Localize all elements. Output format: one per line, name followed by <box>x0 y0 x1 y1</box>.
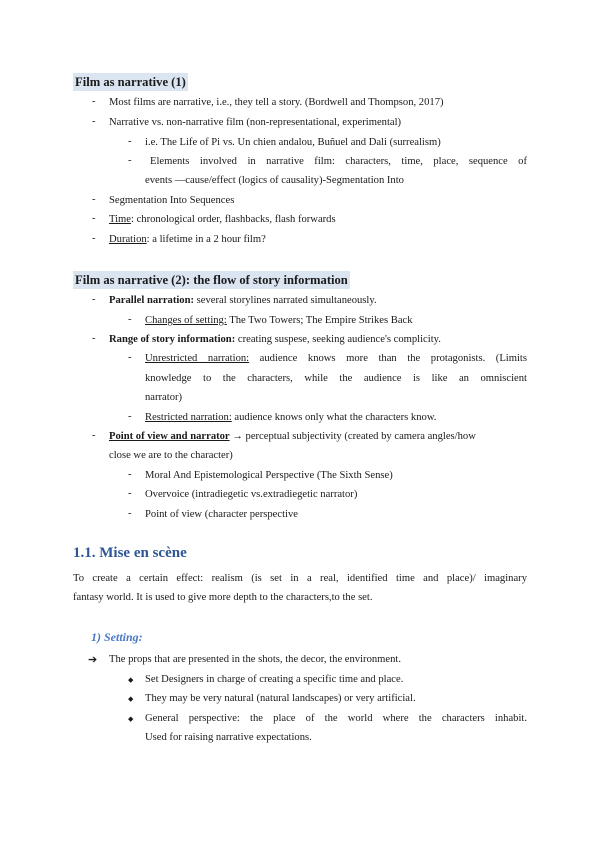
unrestricted-label: Unrestricted narration: <box>145 353 250 364</box>
sub-list-item-continued: narrator) <box>145 392 183 403</box>
dash-bullet: - <box>128 411 132 422</box>
dash-bullet: - <box>128 508 132 519</box>
sub-list-item <box>145 352 527 366</box>
restricted-label: Restricted narration: <box>145 412 232 423</box>
parallel-label: Parallel narration: <box>109 295 195 306</box>
dash-bullet: - <box>128 352 132 363</box>
diamond-bullet-icon: ◆ <box>128 695 134 703</box>
dash-bullet: - <box>92 96 96 107</box>
dash-bullet: - <box>92 333 96 344</box>
changes-label: Changes of setting: <box>145 315 227 326</box>
sub-list-item: Overvoice (intradiegetic vs.extradiegetic narrator) <box>145 489 358 500</box>
arrow-list-item: The props that are presented in the shots, the decor, the environment. <box>109 654 401 665</box>
sub-list-item: i.e. The Life of Pi vs. Un chien andalou, Buñuel and Dali (surrealism) <box>145 137 441 148</box>
pov-text: → perceptual subjectivity (created by camera angles/how <box>229 431 476 442</box>
range-text: creating suspese, seeking audience's complicity. <box>235 334 441 345</box>
sub-list-item-continued <box>145 372 527 386</box>
dash-bullet: - <box>128 314 132 325</box>
paragraph-text: To create a certain effect: realism (is set in a real, identified time and place)/ imaginary <box>73 573 527 584</box>
paragraph-line: fantasy world. It is used to give more depth to the characters,to the set. <box>73 592 373 603</box>
section-heading-2: Film as narrative (2): the flow of story information <box>75 273 348 287</box>
dash-bullet: - <box>92 116 96 127</box>
diamond-bullet-icon: ◆ <box>128 715 134 723</box>
unrestricted-text-2: knowledge to the characters, while the audience is like an omniscient <box>145 373 527 384</box>
sub-list-item <box>145 314 413 328</box>
changes-text: The Two Towers; The Empire Strikes Back <box>226 315 413 326</box>
dash-bullet: - <box>92 213 96 224</box>
list-item <box>109 294 377 308</box>
subsection-title-setting: 1) Setting: <box>91 630 143 644</box>
restricted-text: audience knows only what the characters know. <box>231 412 437 423</box>
section-heading-1: Film as narrative (1) <box>75 75 186 89</box>
time-text: : chronological order, flashbacks, flash forwards <box>130 214 336 225</box>
list-item: Narrative vs. non-narrative film (non-representational, experimental) <box>109 117 402 128</box>
dash-bullet: - <box>92 194 96 205</box>
list-item: Most films are narrative, i.e., they tell a story. (Bordwell and Thompson, 2017) <box>109 97 444 108</box>
dash-bullet: - <box>92 294 96 305</box>
bullet-item: They may be very natural (natural landscapes) or very artificial. <box>145 693 416 704</box>
list-item <box>109 333 441 347</box>
range-label: Range of story information: <box>109 334 236 345</box>
pov-label: Point of view and narrator <box>109 431 230 442</box>
dash-bullet: - <box>128 155 132 166</box>
dash-bullet: - <box>92 430 96 441</box>
sub-list-item-continued: events —cause/effect (logics of causality)-Segmentation Into <box>145 175 404 186</box>
list-item <box>109 430 476 444</box>
parallel-text: several storylines narrated simultaneously. <box>194 295 377 306</box>
list-item <box>109 233 266 247</box>
list-item <box>109 213 336 227</box>
sub-list-item <box>150 155 527 169</box>
list-item-continued: close we are to the character) <box>109 450 233 461</box>
duration-label: Duration <box>109 234 147 245</box>
sub-list-item: Moral And Epistemological Perspective (The Sixth Sense) <box>145 470 393 481</box>
dash-bullet: - <box>128 469 132 480</box>
bullet-item <box>145 712 527 726</box>
sub-list-item-text: Elements involved in narrative film: characters, time, place, sequence of <box>150 156 527 167</box>
section-title-mise-en-scene: 1.1. Mise en scène <box>73 545 187 561</box>
paragraph-line <box>73 572 527 586</box>
dash-bullet: - <box>128 488 132 499</box>
time-label: Time <box>109 214 131 225</box>
arrow-right-icon: ➔ <box>88 654 98 666</box>
sub-list-item: Point of view (character perspective <box>145 509 298 520</box>
unrestricted-text: audience knows more than the protagonists. (Limits <box>249 353 527 364</box>
list-item: Segmentation Into Sequences <box>109 195 235 206</box>
dash-bullet: - <box>128 136 132 147</box>
bullet-item-continued: Used for raising narrative expectations. <box>145 732 312 743</box>
dash-bullet: - <box>92 233 96 244</box>
bullet-item: Set Designers in charge of creating a specific time and place. <box>145 674 404 685</box>
sub-list-item <box>145 411 436 425</box>
diamond-bullet-icon: ◆ <box>128 676 134 684</box>
duration-text: : a lifetime in a 2 hour film? <box>146 234 266 245</box>
bullet-item-text: General perspective: the place of the world where the characters inhabit. <box>145 713 527 724</box>
